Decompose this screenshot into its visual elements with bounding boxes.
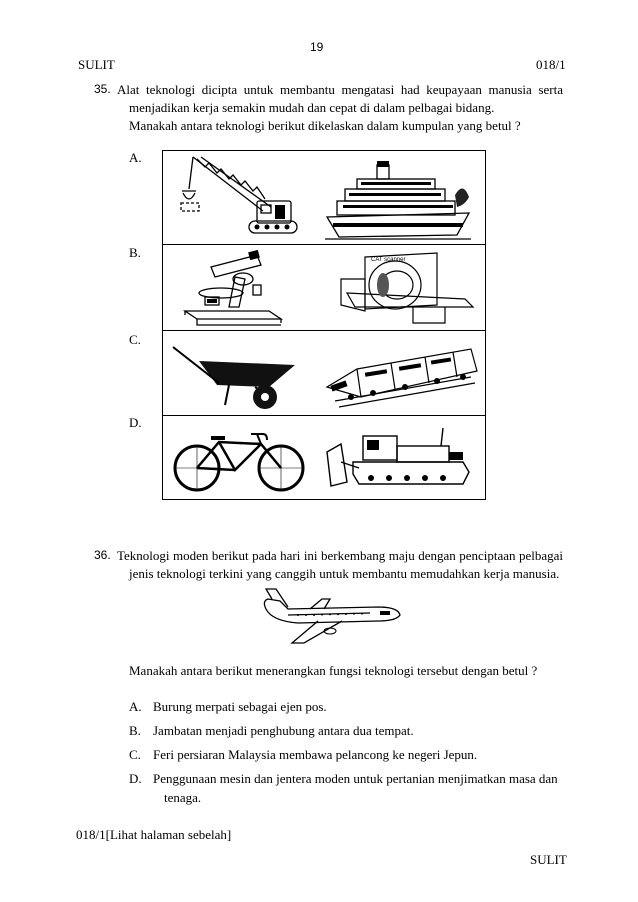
q35-option-b-label[interactable]: B. [129,245,141,260]
option-text: Jambatan menjadi penghubung antara dua tempat. [153,723,414,738]
option-text: Penggunaan mesin dan jentera moden untuk pertanian menjimatkan masa dan [153,771,558,786]
q36-option-d[interactable] [129,771,558,787]
crane-icon [175,153,305,241]
option-text: Feri persiaran Malaysia membawa pelancong ke negeri Jepun. [153,747,478,762]
q36-question: Manakah antara berikut menerangkan fungsi teknologi tersebut dengan betul ? [129,663,538,678]
q36-option-c[interactable] [129,747,477,763]
q35-option-c-row[interactable] [163,331,485,416]
header-left-label: SULIT [78,57,115,72]
q35-text-line3: Manakah antara teknologi berikut dikelaskan dalam kumpulan yang betul ? [129,118,521,133]
airplane-icon [258,585,406,647]
ship-icon [323,155,473,241]
ct-scanner-caption: CAT scanner [371,257,406,263]
q35-option-a-row[interactable] [163,151,485,245]
q35-option-a-label[interactable]: A. [129,150,142,165]
q35-option-d-row[interactable] [163,416,485,499]
q35-option-c-label[interactable]: C. [129,332,141,347]
q35-text-line1: Alat teknologi dicipta untuk membantu mengatasi had keupayaan manusia serta [117,82,563,97]
header-right-code: 018/1 [536,57,566,72]
q35-options-image-grid [162,150,486,500]
wheelbarrow-icon [169,343,299,413]
train-icon [321,335,481,415]
option-letter: A. [129,699,142,714]
ct-scanner-icon [325,249,481,329]
q36-option-b[interactable] [129,723,414,739]
footer-left-label: 018/1[Lihat halaman sebelah] [76,827,232,842]
q35-option-d-label[interactable]: D. [129,415,142,430]
footer-right-label: SULIT [530,852,567,867]
q36-number: 36. [94,548,111,562]
bicycle-icon [169,428,309,492]
option-text: Burung merpati sebagai ejen pos. [153,699,327,714]
option-letter: D. [129,771,142,786]
bulldozer-icon [323,422,473,494]
page-number: 19 [310,40,324,54]
q36-text-line1: Teknologi moden berikut pada hari ini berkembang maju dengan penciptaan pelbagai [117,548,563,563]
option-letter: B. [129,723,141,738]
option-letter: C. [129,747,141,762]
microscope-icon [181,249,301,329]
q35-text-line2: menjadikan kerja semakin mudah dan cepat di dalam pelbagai bidang. [129,100,495,115]
q36-text-line2: jenis teknologi terkini yang canggih untuk membantu memudahkan kerja manusia. [129,566,560,581]
q35-number: 35. [94,82,111,96]
q36-option-a[interactable] [129,699,327,715]
q36-option-d-continuation: tenaga. [164,790,202,805]
q35-option-b-row[interactable] [163,245,485,331]
